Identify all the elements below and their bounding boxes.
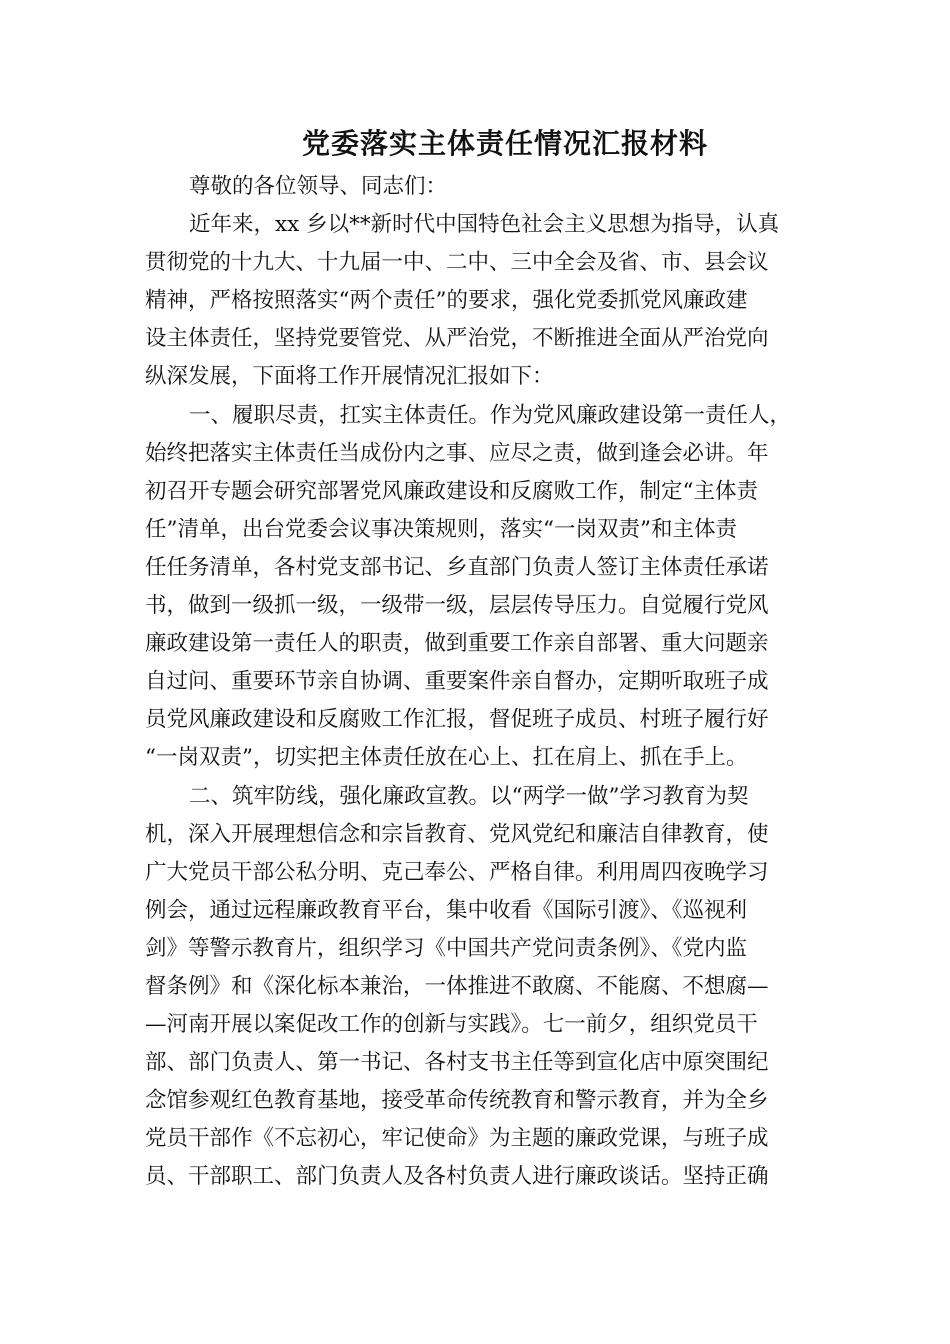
paragraph-line: 二、筑牢防线，强化廉政宣教。以“两学一做”学习教育为契	[189, 783, 749, 809]
paragraph-line: 贯彻党的十九大、十九届一中、二中、三中全会及省、市、县会议	[145, 250, 769, 276]
paragraph-line: 例会，通过远程廉政教育平台，集中收看《国际引渡》、《巡视利	[145, 897, 748, 923]
paragraph-line: 督条例》和《深化标本兼治，一体推进不敢腐、不能腐、不想腐—	[145, 973, 769, 999]
paragraph-line: 初召开专题会研究部署党风廉政建设和反腐败工作，制定“主体责	[145, 478, 758, 504]
paragraph-line: 精神，严格按照落实“两个责任”的要求，强化党委抓党风廉政建	[145, 288, 748, 314]
paragraph-line: 任任务清单，各村党支部书记、乡直部门负责人签订主体责任承诺	[145, 554, 769, 580]
paragraph-line: 廉政建设第一责任人的职责，做到重要工作亲自部署、重大问题亲	[145, 631, 769, 657]
paragraph-line: 书，做到一级抓一级，一级带一级，层层传导压力。自觉履行党风	[145, 593, 769, 619]
paragraph-line: 纵深发展，下面将工作开展情况汇报如下：	[145, 364, 554, 390]
document-title: 党委落实主体责任情况汇报材料	[301, 127, 708, 160]
paragraph-line: 员党风廉政建设和反腐败工作汇报，督促班子成员、村班子履行好	[145, 707, 769, 733]
paragraph-line: 始终把落实主体责任当成份内之事、应尽之责，做到逢会必讲。年	[145, 440, 769, 466]
paragraph-line: 广大党员干部公私分明、克己奉公、严格自律。利用周四夜晚学习	[145, 859, 769, 885]
paragraph-line: 任”清单，出台党委会议事决策规则，落实“一岗双责”和主体责	[145, 516, 737, 542]
paragraph-line: 一、履职尽责，扛实主体责任。作为党风廉政建设第一责任人，	[189, 402, 792, 428]
paragraph-line: 近年来，xx 乡以**新时代中国特色社会主义思想为指导，认真	[189, 212, 780, 238]
paragraph-line: 部、部门负责人、第一书记、各村支书主任等到宣化店中原突围纪	[145, 1050, 769, 1076]
paragraph-line: 自过问、重要环节亲自协调、重要案件亲自督办，定期听取班子成	[145, 669, 769, 695]
paragraph-line: 设主体责任，坚持党要管党、从严治党，不断推进全面从严治党向	[145, 326, 769, 352]
paragraph-line: —河南开展以案促改工作的创新与实践》。七一前夕，组织党员干	[145, 1012, 758, 1038]
paragraph-line: 念馆参观红色教育基地，接受革命传统教育和警示教育，并为全乡	[145, 1088, 769, 1114]
paragraph-line: 机，深入开展理想信念和宗旨教育、党风党纪和廉洁自律教育，使	[145, 821, 769, 847]
paragraph-line: 党员干部作《不忘初心，牢记使命》为主题的廉政党课，与班子成	[145, 1126, 769, 1152]
paragraph-line: “一岗双责”，切实把主体责任放在心上、扛在肩上、抓在手上。	[145, 745, 748, 771]
paragraph-line: 员、干部职工、部门负责人及各村负责人进行廉政谈话。坚持正确	[145, 1164, 769, 1190]
document-body	[145, 168, 805, 1197]
paragraph-line: 剑》等警示教育片，组织学习《中国共产党问责条例》、《党内监	[145, 935, 748, 961]
greeting-line: 尊敬的各位领导、同志们：	[189, 174, 448, 199]
